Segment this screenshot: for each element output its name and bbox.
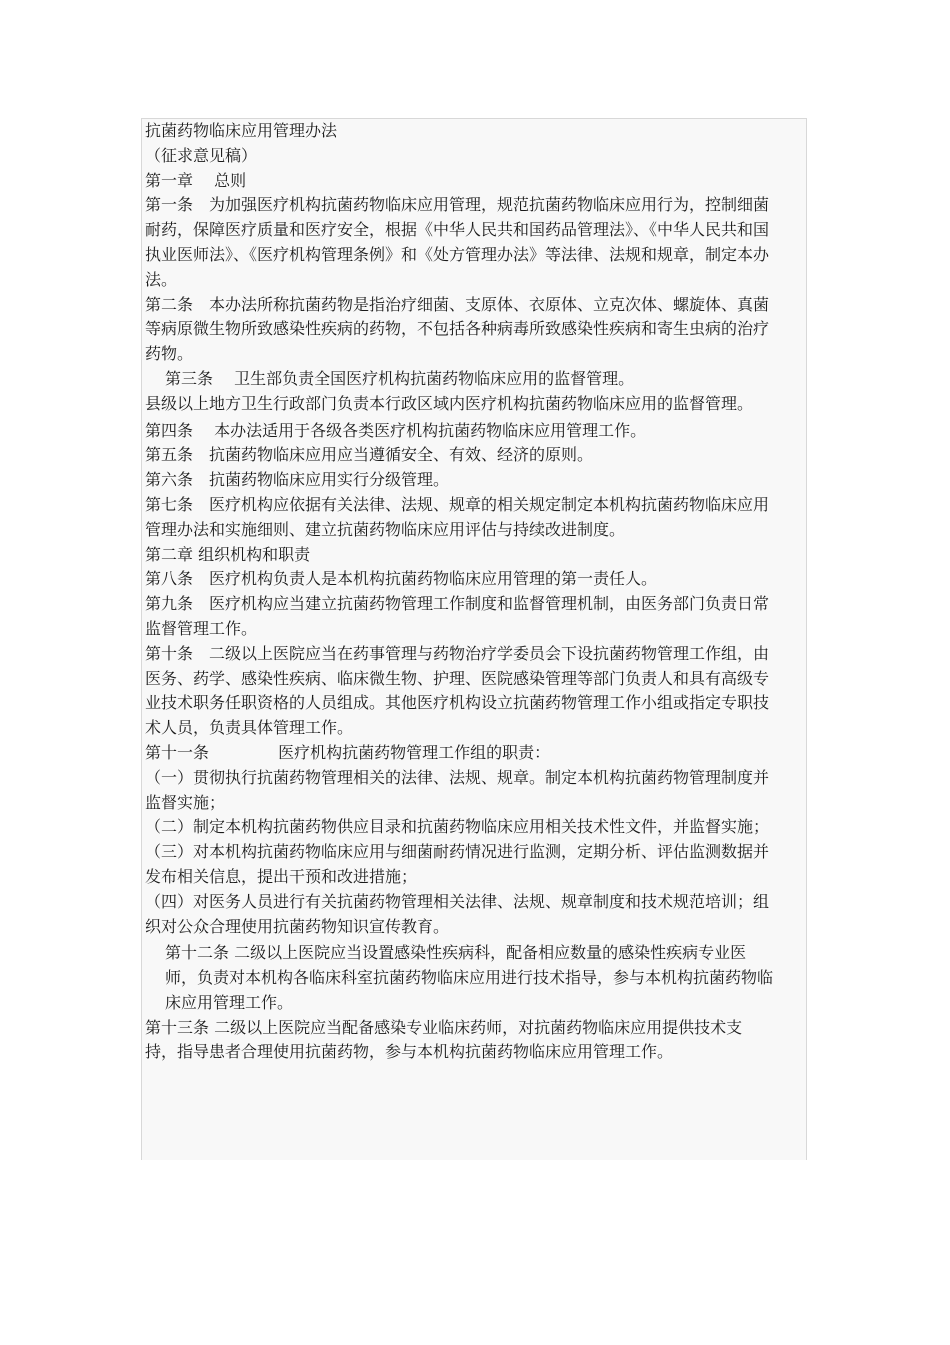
article-4: 第四条 本办法适用于各级各类医疗机构抗菌药物临床应用管理工作。 <box>145 420 647 440</box>
article-1: 第一条 为加强医疗机构抗菌药物临床应用管理，规范抗菌药物临床应用行为，控制细菌耐药，保障医疗质量和医疗安全，根据《中华人民共和国药品管理法》、《中华人民共和国执业医师法》、《医疗机构管理条例》和《处方管理办法》等法律、法规和规章，制定本办法。 <box>145 195 770 289</box>
article-10: 第十条 二级以上医院应当在药事管理与药物治疗学委员会下设抗菌药物管理工作组，由医务、药学、感染性疾病、临床微生物、护理、医院感染管理等部门负责人和具有高级专业技术职务任职资格的人员组成。其他医疗机构设立抗菌药物管理工作小组或指定专职技术人员，负责具体管理工作。 <box>145 643 770 738</box>
article-5: 第五条 抗菌药物临床应用应当遵循安全、有效、经济的原则。 <box>145 445 594 465</box>
article-9: 第九条 医疗机构应当建立抗菌药物管理工作制度和监督管理机制，由医务部门负责日常监督管理工作。 <box>145 594 770 638</box>
article-13: 第十三条 二级以上医院应当配备感染专业临床药师，对抗菌药物临床应用提供技术支持，指导患者合理使用抗菌药物，参与本机构抗菌药物临床应用管理工作。 <box>145 1017 743 1062</box>
chapter-1-heading: 第一章 总则 <box>145 170 247 190</box>
article-11: 第十一条 医疗机构抗菌药物管理工作组的职责： <box>145 742 551 762</box>
document-content <box>145 119 773 1065</box>
article-6: 第六条 抗菌药物临床应用实行分级管理。 <box>145 470 450 490</box>
article-11-item-4: （四）对医务人员进行有关抗菌药物管理相关法律、法规、规章制度和技术规范培训；组织对公众合理使用抗菌药物知识宣传教育。 <box>145 891 770 936</box>
chapter-2-heading: 第二章 组织机构和职责 <box>145 544 311 564</box>
article-11-item-2: （二）制定本机构抗菌药物供应目录和抗菌药物临床应用相关技术性文件，并监督实施； <box>145 817 770 837</box>
article-2: 第二条 本办法所称抗菌药物是指治疗细菌、支原体、衣原体、立克次体、螺旋体、真菌等病原微生物所致感染性疾病的药物，不包括各种病毒所致感染性疾病和寄生虫病的治疗药物。 <box>145 294 770 364</box>
article-11-item-3: （三）对本机构抗菌药物临床应用与细菌耐药情况进行监测，定期分析、评估监测数据并发布相关信息，提出干预和改进措施； <box>145 842 770 886</box>
article-7: 第七条 医疗机构应依据有关法律、法规、规章的相关规定制定本机构抗菌药物临床应用管理办法和实施细则、建立抗菌药物临床应用评估与持续改进制度。 <box>145 494 770 539</box>
document-title: 抗菌药物临床应用管理办法 <box>145 121 338 140</box>
article-8: 第八条 医疗机构负责人是本机构抗菌药物临床应用管理的第一责任人。 <box>145 569 658 589</box>
article-3: 第三条 卫生部负责全国医疗机构抗菌药物临床应用的监督管理。 <box>165 368 635 388</box>
article-3-continued: 县级以上地方卫生行政部门负责本行政区域内医疗机构抗菌药物临床应用的监督管理。 <box>145 393 754 413</box>
document-panel <box>141 118 807 1160</box>
article-11-item-1: （一）贯彻执行抗菌药物管理相关的法律、法规、规章。制定本机构抗菌药物管理制度并监督实施； <box>145 767 770 812</box>
article-12: 第十二条 二级以上医院应当设置感染性疾病科，配备相应数量的感染性疾病专业医师，负责对本机构各临床科室抗菌药物临床应用进行技术指导，参与本机构抗菌药物临床应用管理工作。 <box>165 943 774 1012</box>
document-subtitle: （征求意见稿） <box>145 145 258 165</box>
